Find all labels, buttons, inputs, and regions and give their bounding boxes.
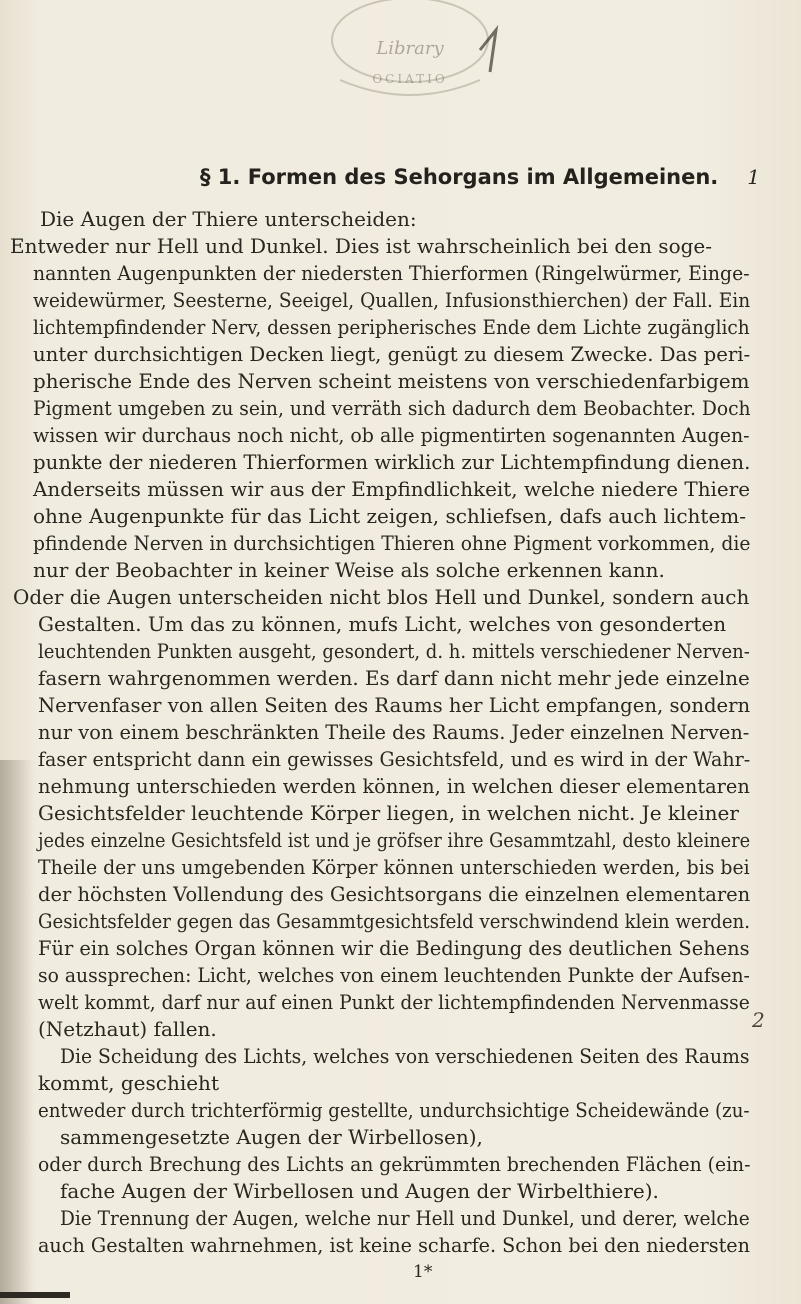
- text-line: fasern wahrgenommen werden. Es darf dann nicht mehr jede einzelne: [38, 666, 750, 690]
- stamp-text: Library: [376, 38, 444, 59]
- text-line: auch Gestalten wahrnehmen, ist keine scharfe. Schon bei den niedersten: [38, 1233, 750, 1257]
- text-line: der höchsten Vollendung des Gesichtsorgans die einzelnen elementaren: [38, 882, 751, 906]
- margin-note: 2: [752, 1008, 765, 1032]
- text-line: nehmung unterschieden werden können, in welchen dieser elementaren: [38, 774, 750, 798]
- text-line: entweder durch trichterförmig gestellte, undurchsichtige Scheidewände (zu-: [38, 1098, 750, 1122]
- text-line: pfindende Nerven in durchsichtigen Thieren ohne Pigment vorkommen, die: [33, 531, 751, 555]
- text-line: (Netzhaut) fallen.: [38, 1017, 217, 1041]
- text-line: Oder die Augen unterscheiden nicht blos Hell und Dunkel, sondern auch: [13, 585, 750, 609]
- text-line: wissen wir durchaus noch nicht, ob alle pigmentirten sogenannten Augen-: [33, 423, 750, 447]
- text-line: fache Augen der Wirbellosen und Augen der Wirbelthiere).: [60, 1179, 659, 1203]
- stamp-subtext: OCIATIO: [372, 72, 448, 86]
- page-edge-rule: [0, 1292, 70, 1298]
- page-header: [200, 165, 760, 195]
- section-title: § 1. Formen des Sehorgans im Allgemeinen.: [200, 165, 719, 189]
- text-line: oder durch Brechung des Lichts an gekrümmten brechenden Flächen (ein-: [38, 1152, 751, 1176]
- binding-shadow: [0, 760, 34, 1304]
- text-line: Entweder nur Hell und Dunkel. Dies ist wahrscheinlich bei den soge-: [10, 234, 713, 258]
- text-line: kommt, geschieht: [38, 1071, 219, 1095]
- library-stamp: [300, 0, 520, 100]
- text-line: Die Scheidung des Lichts, welches von verschiedenen Seiten des Raums: [60, 1044, 750, 1068]
- text-line: leuchtenden Punkten ausgeht, gesondert, d. h. mittels verschiedener Nerven-: [38, 639, 750, 663]
- signature-mark: 1*: [413, 1262, 433, 1282]
- text-line: nur der Beobachter in keiner Weise als solche erkennen kann.: [33, 558, 665, 582]
- text-line: Theile der uns umgebenden Körper können unterschieden werden, bis bei: [38, 855, 750, 879]
- page-number: 1: [747, 165, 760, 189]
- text-line: faser entspricht dann ein gewisses Gesichtsfeld, und es wird in der Wahr-: [38, 747, 751, 771]
- text-line: weidewürmer, Seesterne, Seeigel, Quallen, Infusionsthierchen) der Fall. Ein: [33, 288, 751, 312]
- text-line: Pigment umgeben zu sein, und verräth sich dadurch dem Beobachter. Doch: [33, 396, 751, 420]
- text-line: welt kommt, darf nur auf einen Punkt der lichtempfindenden Nervenmasse: [38, 990, 750, 1014]
- text-line: so aussprechen: Licht, welches von einem leuchtenden Punkte der Aufsen-: [38, 963, 750, 987]
- text-line: lichtempfindender Nerv, dessen peripherisches Ende dem Lichte zugänglich: [33, 315, 750, 339]
- text-line: sammengesetzte Augen der Wirbellosen),: [60, 1125, 483, 1149]
- text-line: Gesichtsfelder leuchtende Körper liegen, in welchen nicht. Je kleiner: [38, 801, 739, 825]
- text-line: Gestalten. Um das zu können, mufs Licht, welches von gesonderten: [38, 612, 727, 636]
- text-line: Die Trennung der Augen, welche nur Hell und Dunkel, und derer, welche: [60, 1206, 750, 1230]
- text-line: Nervenfaser von allen Seiten des Raums her Licht empfangen, sondern: [38, 693, 751, 717]
- text-line: Für ein solches Organ können wir die Bedingung des deutlichen Sehens: [38, 936, 750, 960]
- text-line: nur von einem beschränkten Theile des Raums. Jeder einzelnen Nerven-: [38, 720, 750, 744]
- text-line: ohne Augenpunkte für das Licht zeigen, schliefsen, dafs auch lichtem-: [33, 504, 746, 528]
- text-line: pherische Ende des Nerven scheint meistens von verschiedenfarbigem: [33, 369, 750, 393]
- text-line: Anderseits müssen wir aus der Empfindlichkeit, welche niedere Thiere: [33, 477, 751, 501]
- text-line: nannten Augenpunkten der niedersten Thierformen (Ringelwürmer, Einge-: [33, 261, 750, 285]
- text-line: jedes einzelne Gesichtsfeld ist und je gröfser ihre Gesammtzahl, desto kleinere: [38, 828, 751, 852]
- text-line: punkte der niederen Thierformen wirklich zur Lichtempfindung dienen.: [33, 450, 751, 474]
- text-line: unter durchsichtigen Decken liegt, genügt zu diesem Zwecke. Das peri-: [33, 342, 751, 366]
- text-line: Die Augen der Thiere unterscheiden:: [40, 207, 417, 231]
- text-line: Gesichtsfelder gegen das Gesammtgesichtsfeld verschwindend klein werden.: [38, 909, 750, 933]
